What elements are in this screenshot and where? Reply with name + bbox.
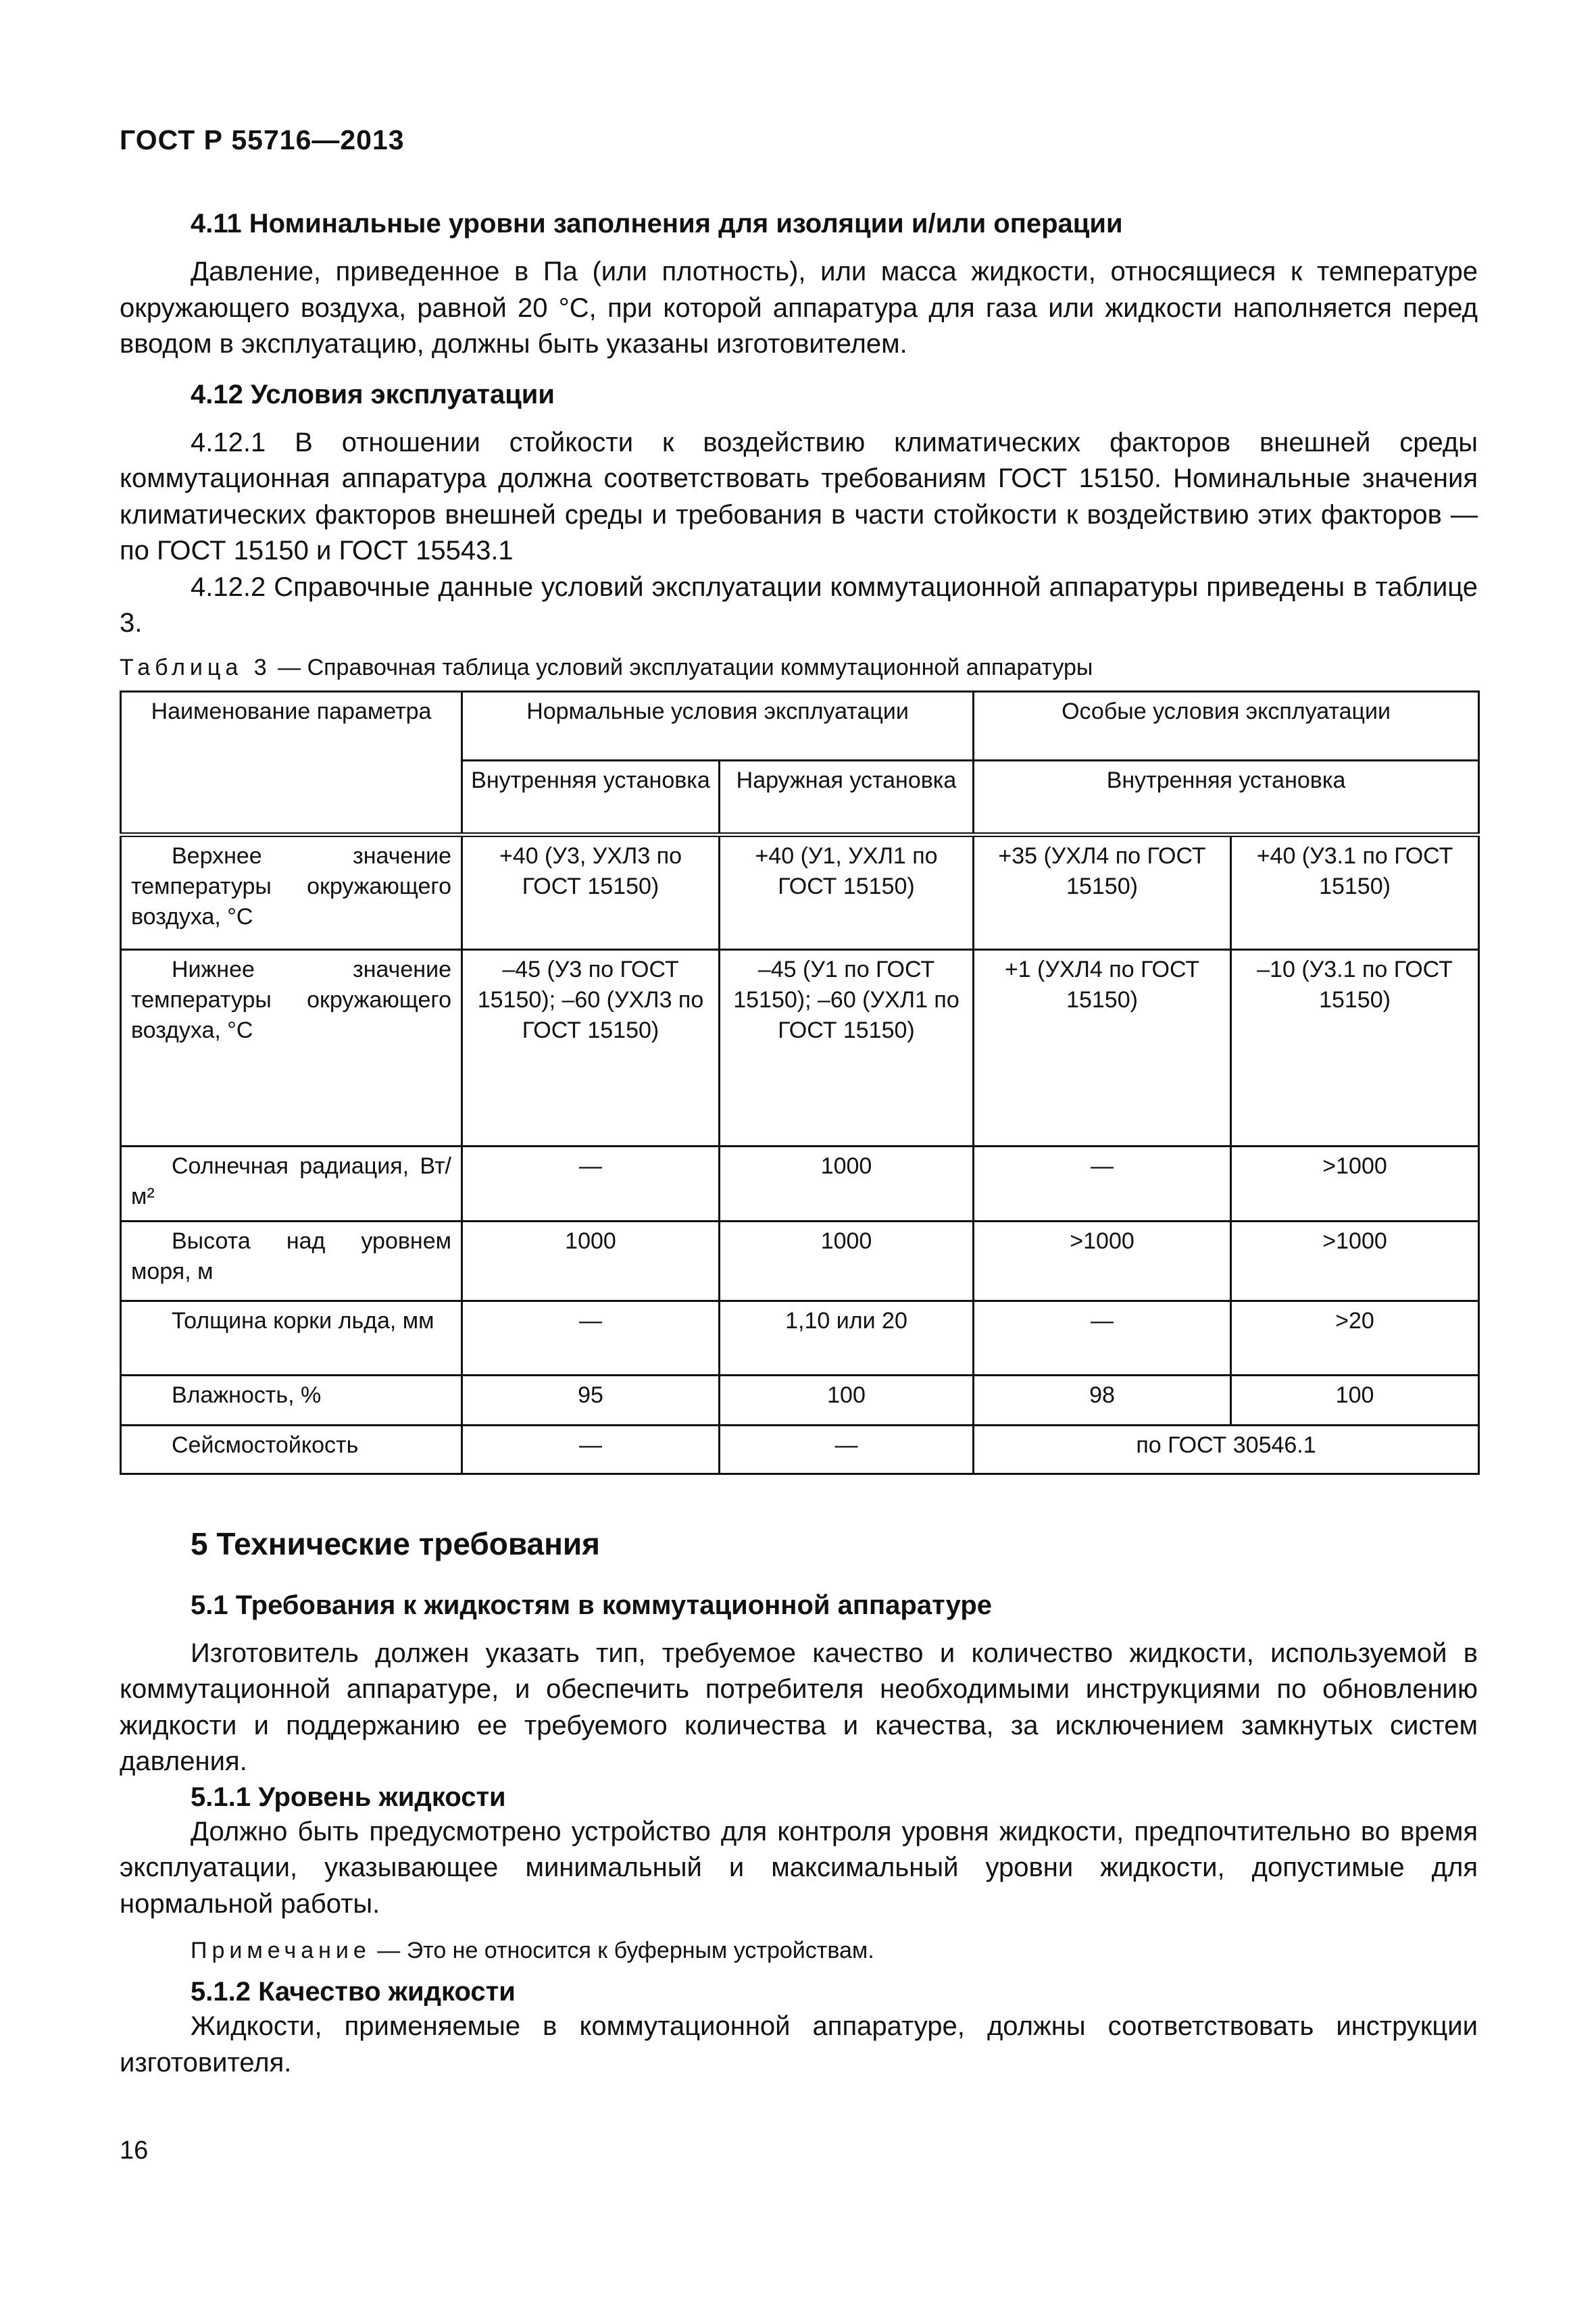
table-row [121,1146,1479,1221]
cell: –10 (У3.1 по ГОСТ 15150) [1231,949,1479,1146]
section-heading-4-11: 4.11 Номинальные уровни заполнения для изоляции и/или операции [191,209,1123,238]
cell: — [720,1425,974,1474]
cell: +1 (УХЛ4 по ГОСТ 15150) [974,949,1231,1146]
cell: +40 (У1, УХЛ1 по ГОСТ 15150) [720,834,974,949]
param-name: Солнечная радиация, Вт/м² [121,1146,462,1221]
section-heading-5-1-2: 5.1.2 Качество жидкости [191,1977,516,2007]
cell: +35 (УХЛ4 по ГОСТ 15150) [974,834,1231,949]
param-name: Влажность, % [121,1375,462,1425]
paragraph [120,1814,1478,1923]
paragraph [120,254,1478,363]
note-text: — Это не относится к буферным устройствам. [370,1938,874,1963]
cell: — [462,1301,720,1375]
cell: –45 (У1 по ГОСТ 15150); –60 (УХЛ1 по ГОСТ 15150) [720,949,974,1146]
cell: >20 [1231,1301,1479,1375]
cell: — [462,1146,720,1221]
section-heading-4-12: 4.12 Условия эксплуатации [191,379,555,409]
note [120,1936,1478,1965]
cell: 100 [720,1375,974,1425]
paragraph-text: Изготовитель должен указать тип, требуемое качество и количество жидкости, используемой в коммутационной аппаратуре, и обеспечить потребителя необходимыми инструкциями по обновлению жидкости и поддержанию ее требуемого количества и качества, за исключением замкнутых систем давления. [120,1638,1478,1776]
cell: 95 [462,1375,720,1425]
table-caption-label: Таблица 3 [120,654,272,680]
table-row [121,1375,1479,1425]
paragraph-text: Жидкости, применяемые в коммутационной аппаратуре, должны соответствовать инструкции изготовителя. [120,2011,1478,2078]
header-cell: Нормальные условия эксплуатации [462,691,974,760]
section-heading-5-1-1: 5.1.1 Уровень жидкости [191,1782,506,1812]
note-label: Примечание [191,1938,371,1963]
param-name: Верхнее значение температуры окружающего воздуха, °С [121,834,462,949]
param-name: Толщина корки льда, мм [121,1301,462,1375]
cell: — [462,1425,720,1474]
cell: >1000 [1231,1146,1479,1221]
cell: +40 (У3, УХЛ3 по ГОСТ 15150) [462,834,720,949]
paragraph [120,425,1478,570]
paragraph-text: Должно быть предусмотрено устройство для контроля уровня жидкости, предпочтительно во время эксплуатации, указывающее минимальный и максимальный уровни жидкости, допустимые для нормальной работы. [120,1816,1478,1919]
param-name: Сейсмостойкость [121,1425,462,1474]
paragraph [120,570,1478,642]
cell: >1000 [974,1221,1231,1301]
param-name: Высота над уровнем моря, м [121,1221,462,1301]
cell: 1,10 или 20 [720,1301,974,1375]
header-cell: Наименование параметра [121,691,462,834]
param-name: Нижнее значение температуры окружающего воздуха, °С [121,949,462,1146]
paragraph-text: Давление, приведенное в Па (или плотность), или масса жидкости, относящиеся к температуре окружающего воздуха, равной 20 °С, при которой аппаратура для газа или жидкости наполняется перед вводом в эксплуатацию, должны быть указаны изготовителем. [120,257,1478,359]
cell: +40 (У3.1 по ГОСТ 15150) [1231,834,1479,949]
cell: 100 [1231,1375,1479,1425]
header-cell: Наружная установка [720,760,974,834]
cell: –45 (У3 по ГОСТ 15150); –60 (УХЛ3 по ГОСТ 15150) [462,949,720,1146]
section-heading-5-1: 5.1 Требования к жидкостям в коммутационной аппаратуре [191,1590,993,1620]
cell: — [974,1146,1231,1221]
cell: 98 [974,1375,1231,1425]
paragraph [120,2009,1478,2081]
cell: — [974,1301,1231,1375]
cell: 1000 [462,1221,720,1301]
conditions-table [120,690,1480,1475]
paragraph-text: 4.12.2 Справочные данные условий эксплуатации коммутационной аппаратуры приведены в таблице 3. [120,572,1478,638]
page-number: 16 [120,2136,149,2165]
table-row [121,834,1479,949]
header-cell: Особые условия эксплуатации [974,691,1479,760]
header-cell: Внутренняя установка [462,760,720,834]
paragraph [120,1636,1478,1780]
cell: по ГОСТ 30546.1 [974,1425,1479,1474]
table-row [121,1425,1479,1474]
table-caption-text: — Справочная таблица условий эксплуатации коммутационной аппаратуры [271,654,1093,680]
cell: 1000 [720,1221,974,1301]
header-cell: Внутренняя установка [974,760,1479,834]
table-row [121,1301,1479,1375]
cell: 1000 [720,1146,974,1221]
table-caption [120,653,1478,682]
paragraph-text: 4.12.1 В отношении стойкости к воздействию климатических факторов внешней среды коммутационная аппаратура должна соответствовать требованиям ГОСТ 15150. Номинальные значения климатических факторов внешней среды и требования в части стойкости к воздействию этих факторов — по ГОСТ 15150 и ГОСТ 15543.1 [120,427,1478,565]
section-heading-5: 5 Технические требования [191,1526,600,1561]
table-row [121,1221,1479,1301]
document-header: ГОСТ Р 55716—2013 [120,124,405,155]
cell: >1000 [1231,1221,1479,1301]
table-row [121,949,1479,1146]
